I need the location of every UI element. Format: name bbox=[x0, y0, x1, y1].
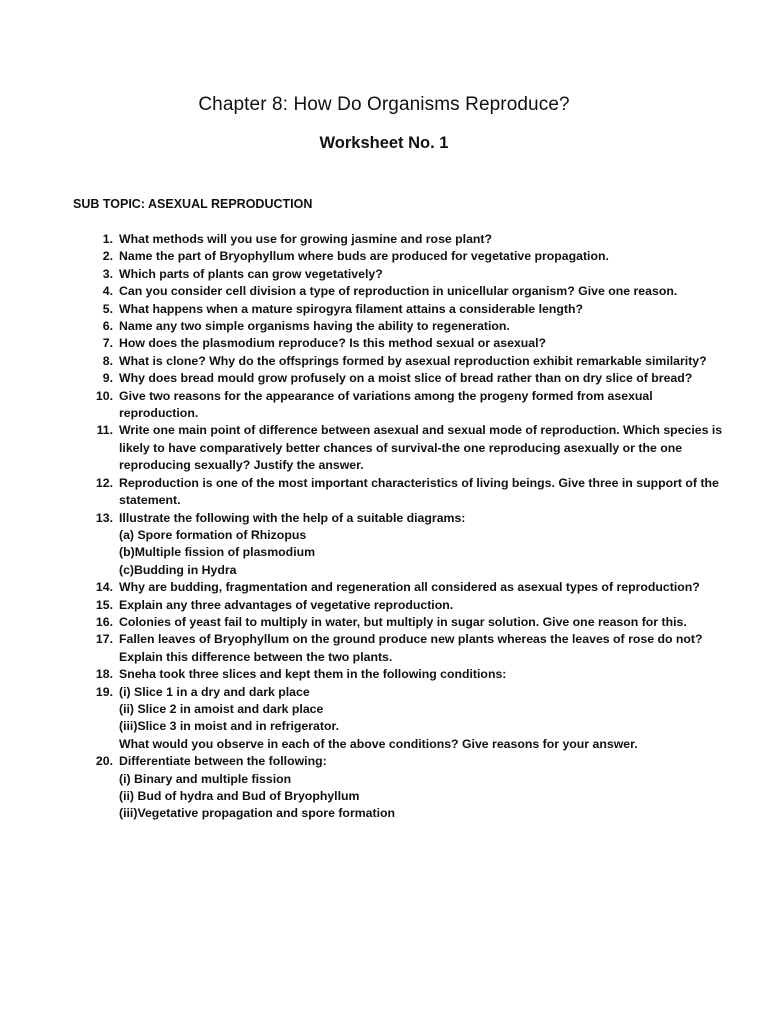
question-number: 8. bbox=[102, 353, 113, 368]
question-number: 14. bbox=[95, 580, 113, 595]
question-number: 20. bbox=[95, 754, 113, 769]
question-number: 4. bbox=[102, 284, 113, 299]
question-text-line: reproducing sexually? Justify the answer. bbox=[119, 458, 364, 473]
question-text-line: What happens when a mature spirogyra filament attains a considerable length? bbox=[119, 301, 583, 316]
question-text-line: What is clone? Why do the offsprings formed by asexual reproduction exhibit remarkable similarity? bbox=[119, 353, 707, 368]
question-item bbox=[73, 231, 723, 248]
question-text-line: (i) Slice 1 in a dry and dark place bbox=[119, 684, 310, 699]
worksheet-number: Worksheet No. 1 bbox=[319, 134, 449, 152]
question-item bbox=[73, 301, 723, 318]
page-title: Chapter 8: How Do Organisms Reproduce? bbox=[198, 94, 570, 115]
question-text-line: (c)Budding in Hydra bbox=[119, 562, 237, 577]
question-number: 18. bbox=[95, 667, 113, 682]
question-item bbox=[73, 753, 723, 823]
question-number: 7. bbox=[102, 336, 113, 351]
question-number: 11. bbox=[96, 423, 113, 438]
question-text-line: likely to have comparatively better chances of survival-the one reproducing asexually or the one bbox=[119, 440, 683, 455]
question-item bbox=[73, 614, 723, 631]
question-item bbox=[73, 266, 723, 283]
question-item bbox=[73, 597, 723, 614]
question-text-line: statement. bbox=[119, 493, 181, 508]
question-number: 3. bbox=[102, 266, 113, 281]
question-item bbox=[73, 475, 723, 510]
question-text-line: Reproduction is one of the most important characteristics of living beings. Give three in support of the bbox=[119, 475, 719, 490]
question-text-line: (b)Multiple fission of plasmodium bbox=[119, 545, 316, 560]
question-number: 9. bbox=[102, 371, 113, 386]
question-item bbox=[73, 335, 723, 352]
question-text-line: Which parts of plants can grow vegetatively? bbox=[119, 266, 383, 281]
question-number: 12. bbox=[95, 475, 113, 490]
question-number: 15. bbox=[95, 597, 113, 612]
question-text-line: How does the plasmodium reproduce? Is this method sexual or asexual? bbox=[119, 336, 547, 351]
question-number: 2. bbox=[102, 249, 113, 264]
question-item bbox=[73, 510, 723, 580]
question-number: 10. bbox=[95, 388, 113, 403]
question-text-line: Why does bread mould grow profusely on a moist slice of bread rather than on dry slice of bread? bbox=[119, 371, 693, 386]
question-text-line: Sneha took three slices and kept them in the following conditions: bbox=[119, 667, 507, 682]
question-text-line: (ii) Bud of hydra and Bud of Bryophyllum bbox=[119, 789, 360, 803]
question-item bbox=[73, 684, 723, 754]
question-text-line: What would you observe in each of the above conditions? Give reasons for your answer. bbox=[119, 736, 638, 751]
question-number: 19. bbox=[95, 684, 113, 699]
sub-topic-heading: SUB TOPIC: ASEXUAL REPRODUCTION bbox=[73, 197, 313, 211]
question-text-line: Fallen leaves of Bryophyllum on the ground produce new plants whereas the leaves of rose do not? bbox=[119, 632, 703, 647]
question-text-line: Name any two simple organisms having the ability to regeneration. bbox=[119, 319, 510, 334]
question-text-line: (iii)Vegetative propagation and spore formation bbox=[119, 806, 396, 821]
question-item bbox=[73, 370, 723, 387]
question-text-line: Explain any three advantages of vegetative reproduction. bbox=[119, 597, 454, 612]
question-text-line: Explain this difference between the two plants. bbox=[119, 649, 393, 664]
question-text-line: Colonies of yeast fail to multiply in water, but multiply in sugar solution. Give one reason for this. bbox=[119, 614, 687, 629]
question-item bbox=[73, 422, 723, 474]
question-number: 6. bbox=[102, 319, 113, 334]
question-item bbox=[73, 318, 723, 335]
question-text-line: (iii)Slice 3 in moist and in refrigerator. bbox=[119, 719, 340, 734]
question-item bbox=[73, 631, 723, 666]
question-list bbox=[73, 231, 723, 823]
question-text-line: Write one main point of difference between asexual and sexual mode of reproduction. Which species is bbox=[119, 423, 723, 438]
question-text-line: (a) Spore formation of Rhizopus bbox=[119, 527, 307, 542]
question-number: 1. bbox=[102, 232, 113, 246]
question-number: 5. bbox=[102, 301, 113, 316]
question-item bbox=[73, 579, 723, 596]
question-number: 17. bbox=[95, 632, 113, 647]
question-number: 16. bbox=[95, 614, 113, 629]
question-item bbox=[73, 283, 723, 300]
question-item bbox=[73, 666, 723, 683]
question-text-line: Give two reasons for the appearance of variations among the progeny formed from asexual bbox=[119, 388, 653, 403]
question-text-line: reproduction. bbox=[119, 406, 199, 421]
question-text-line: Can you consider cell division a type of reproduction in unicellular organism? Give one reason. bbox=[119, 284, 678, 299]
question-text-line: Name the part of Bryophyllum where buds are produced for vegetative propagation. bbox=[119, 249, 609, 264]
question-number: 13. bbox=[95, 510, 113, 525]
question-text-line: (i) Binary and multiple fission bbox=[119, 771, 292, 786]
question-text-line: Illustrate the following with the help of a suitable diagrams: bbox=[119, 510, 466, 525]
question-text-line: (ii) Slice 2 in amoist and dark place bbox=[119, 701, 324, 716]
question-item bbox=[73, 353, 723, 370]
question-text-line: Why are budding, fragmentation and regeneration all considered as asexual types of reproduction? bbox=[119, 580, 700, 595]
question-item bbox=[73, 248, 723, 265]
question-item bbox=[73, 388, 723, 423]
question-text-line: Differentiate between the following: bbox=[119, 754, 327, 769]
question-text-line: What methods will you use for growing jasmine and rose plant? bbox=[119, 232, 493, 246]
